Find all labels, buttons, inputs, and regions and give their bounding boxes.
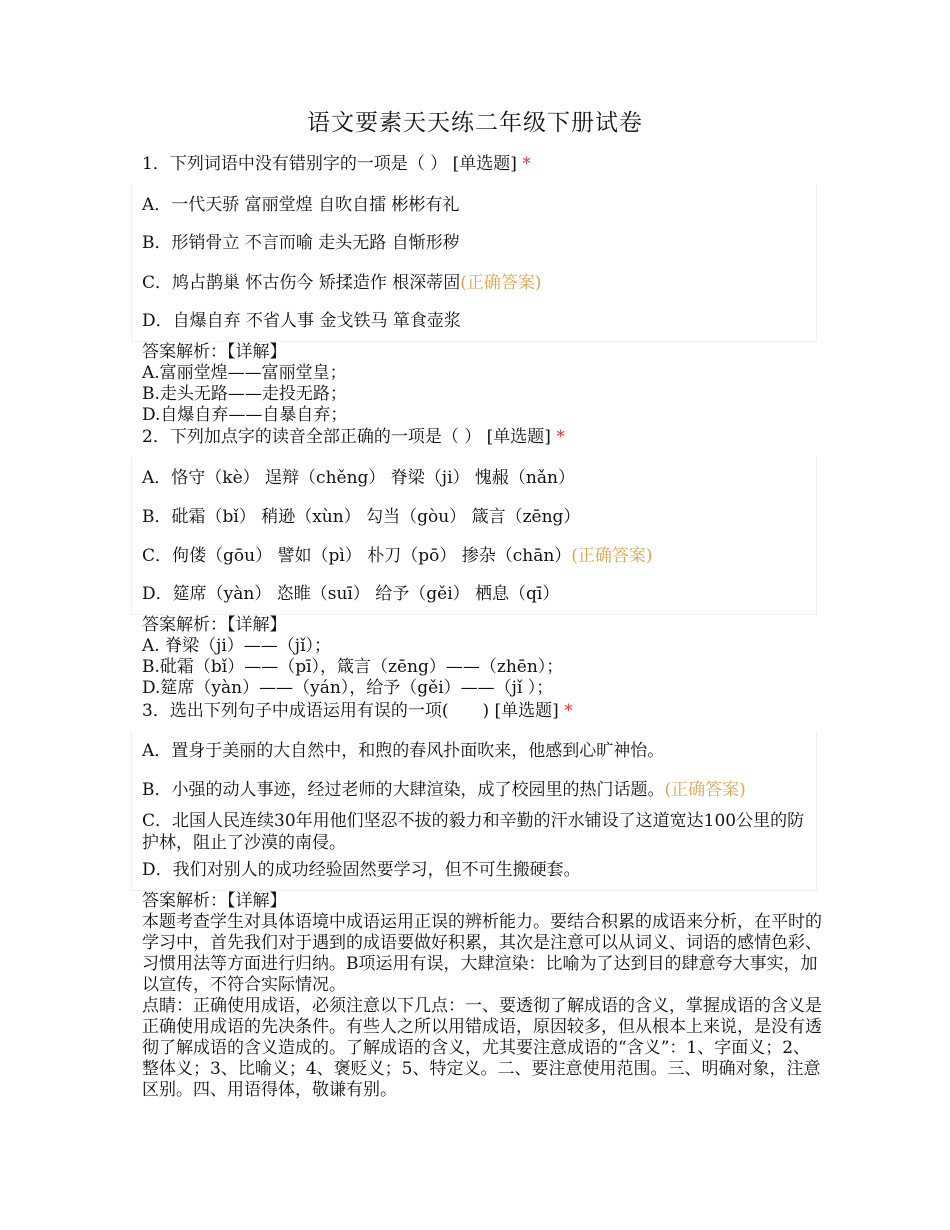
option-text: 恪守（kè） 逞辩（chěng） 脊梁（ji） 愧赧（nǎn）	[171, 468, 575, 488]
option-label: C．	[142, 811, 173, 831]
required-mark: *	[556, 427, 565, 447]
analysis-line: A. 脊梁（ji）——（jǐ）；	[142, 636, 332, 656]
option-d[interactable]	[142, 859, 581, 881]
option-label: D．	[142, 584, 173, 604]
option-label: B．	[142, 507, 172, 527]
option-text: 小强的动人事迹，经过老师的大肆渲染，成了校园里的热门话题。	[171, 780, 665, 800]
option-text: 砒霜（bǐ） 稍逊（xùn） 勾当（gòu） 箴言（zēng）	[171, 507, 581, 527]
option-text: 北国人民连续30年用他们坚忍不拔的毅力和辛勤的汗水铺设了这道宽达100公里的防护林，阻止了沙漠的南侵。	[142, 811, 805, 853]
question-text: 选出下列句子中成语运用有误的一项( )	[169, 701, 490, 721]
option-text: 形销骨立 不言而喻 走头无路 自惭形秽	[171, 233, 460, 253]
analysis-2	[142, 615, 822, 699]
question-type: [单选题]	[494, 701, 559, 721]
analysis-line: B.走头无路——走投无路；	[142, 384, 347, 404]
option-c[interactable]	[142, 545, 653, 567]
option-text: 我们对别人的成功经验固然要学习，但不可生搬硬套。	[172, 860, 581, 880]
correct-answer-tag: (正确答案)	[664, 780, 746, 800]
question-1	[142, 153, 531, 175]
option-c[interactable]	[142, 272, 542, 294]
correct-answer-tag: (正确答案)	[571, 546, 653, 566]
analysis-line: A.富丽堂煌——富丽堂皇；	[142, 363, 347, 383]
analysis-1	[142, 342, 822, 426]
analysis-line: B.砒霜（bǐ）——（pī），箴言（zēng）——（zhēn）；	[142, 657, 564, 677]
option-c[interactable]	[142, 810, 808, 854]
option-label: B．	[142, 780, 172, 800]
correct-answer-tag: (正确答案)	[460, 273, 542, 293]
question-text: 下列加点字的读音全部正确的一项是（ ）	[169, 427, 482, 447]
option-d[interactable]	[142, 583, 559, 605]
analysis-paragraph: 本题考查学生对具体语境中成语运用正误的辨析能力。要结合积累的成语来分析，在平时的学习中，首先我们对于遇到的成语要做好积累，其次是注意可以从词义、词语的感情色彩、习惯用法等方面进行归纳。B项运用有误，大肆渲染：比喻为了达到目的肆意夸大事实，加以宣传，不符合实际情况。	[142, 912, 822, 995]
option-d[interactable]	[142, 310, 461, 332]
option-text: 筵席（yàn） 恣睢（suī） 给予（gěi） 栖息（qī）	[172, 584, 560, 604]
option-label: D．	[142, 311, 173, 331]
option-label: A．	[142, 468, 172, 488]
analysis-paragraph: 点睛：正确使用成语，必须注意以下几点：一、要透彻了解成语的含义，掌握成语的含义是正确使用成语的先决条件。有些人之所以用错成语，原因较多，但从根本上来说，是没有透彻了解成语的含义造成的。了解成语的含义，尤其要注意成语的“含义”：1、字面义；2、整体义；3、比喻义；4、褒贬义；5、特定义。二、要注意使用范围。三、明确对象，注意区别。四、用语得体，敬谦有别。	[142, 996, 822, 1100]
option-label: B．	[142, 233, 172, 253]
analysis-header: 答案解析：【详解】	[142, 342, 287, 362]
question-3	[142, 700, 573, 722]
option-text: 自爆自弃 不省人事 金戈铁马 箪食壶浆	[172, 311, 461, 331]
option-label: C．	[142, 273, 173, 293]
required-mark: *	[564, 701, 573, 721]
analysis-header: 答案解析：【详解】	[142, 615, 287, 635]
option-text: 佝偻（gōu） 譬如（pì） 朴刀（pō） 掺杂（chān）	[172, 546, 572, 566]
option-b[interactable]	[142, 232, 460, 254]
option-text: 置身于美丽的大自然中，和煦的春风扑面吹来，他感到心旷神怡。	[171, 741, 665, 761]
question-2	[142, 426, 565, 448]
option-label: D．	[142, 860, 173, 880]
option-label: A．	[142, 741, 172, 761]
options-box-1	[131, 184, 817, 342]
option-a[interactable]	[142, 467, 575, 489]
analysis-3	[142, 891, 822, 1101]
page-title: 语文要素天天练二年级下册试卷	[307, 110, 643, 136]
options-box-2	[131, 457, 817, 615]
analysis-line: D.筵席（yàn）——（yán），给予（gěi）——（jǐ ）；	[142, 678, 554, 698]
option-text: 鸠占鹊巢 怀古伤今 矫揉造作 根深蒂固	[172, 273, 461, 293]
option-a[interactable]	[142, 194, 460, 216]
question-number: 3．	[142, 701, 170, 721]
option-b[interactable]	[142, 506, 580, 528]
question-number: 2．	[142, 427, 170, 447]
options-box-3	[131, 731, 817, 891]
option-label: C．	[142, 546, 173, 566]
question-type: [单选题]	[452, 154, 517, 174]
analysis-line: D.自爆自弃——自暴自弃；	[142, 405, 348, 425]
question-type: [单选题]	[486, 427, 551, 447]
analysis-header: 答案解析：【详解】	[142, 891, 287, 911]
option-text: 一代天骄 富丽堂煌 自吹自擂 彬彬有礼	[171, 195, 460, 215]
option-label: A．	[142, 195, 172, 215]
required-mark: *	[522, 154, 531, 174]
option-a[interactable]	[142, 740, 664, 762]
question-number: 1．	[142, 154, 170, 174]
question-text: 下列词语中没有错别字的一项是（ ）	[169, 154, 448, 174]
option-b[interactable]	[142, 779, 746, 801]
